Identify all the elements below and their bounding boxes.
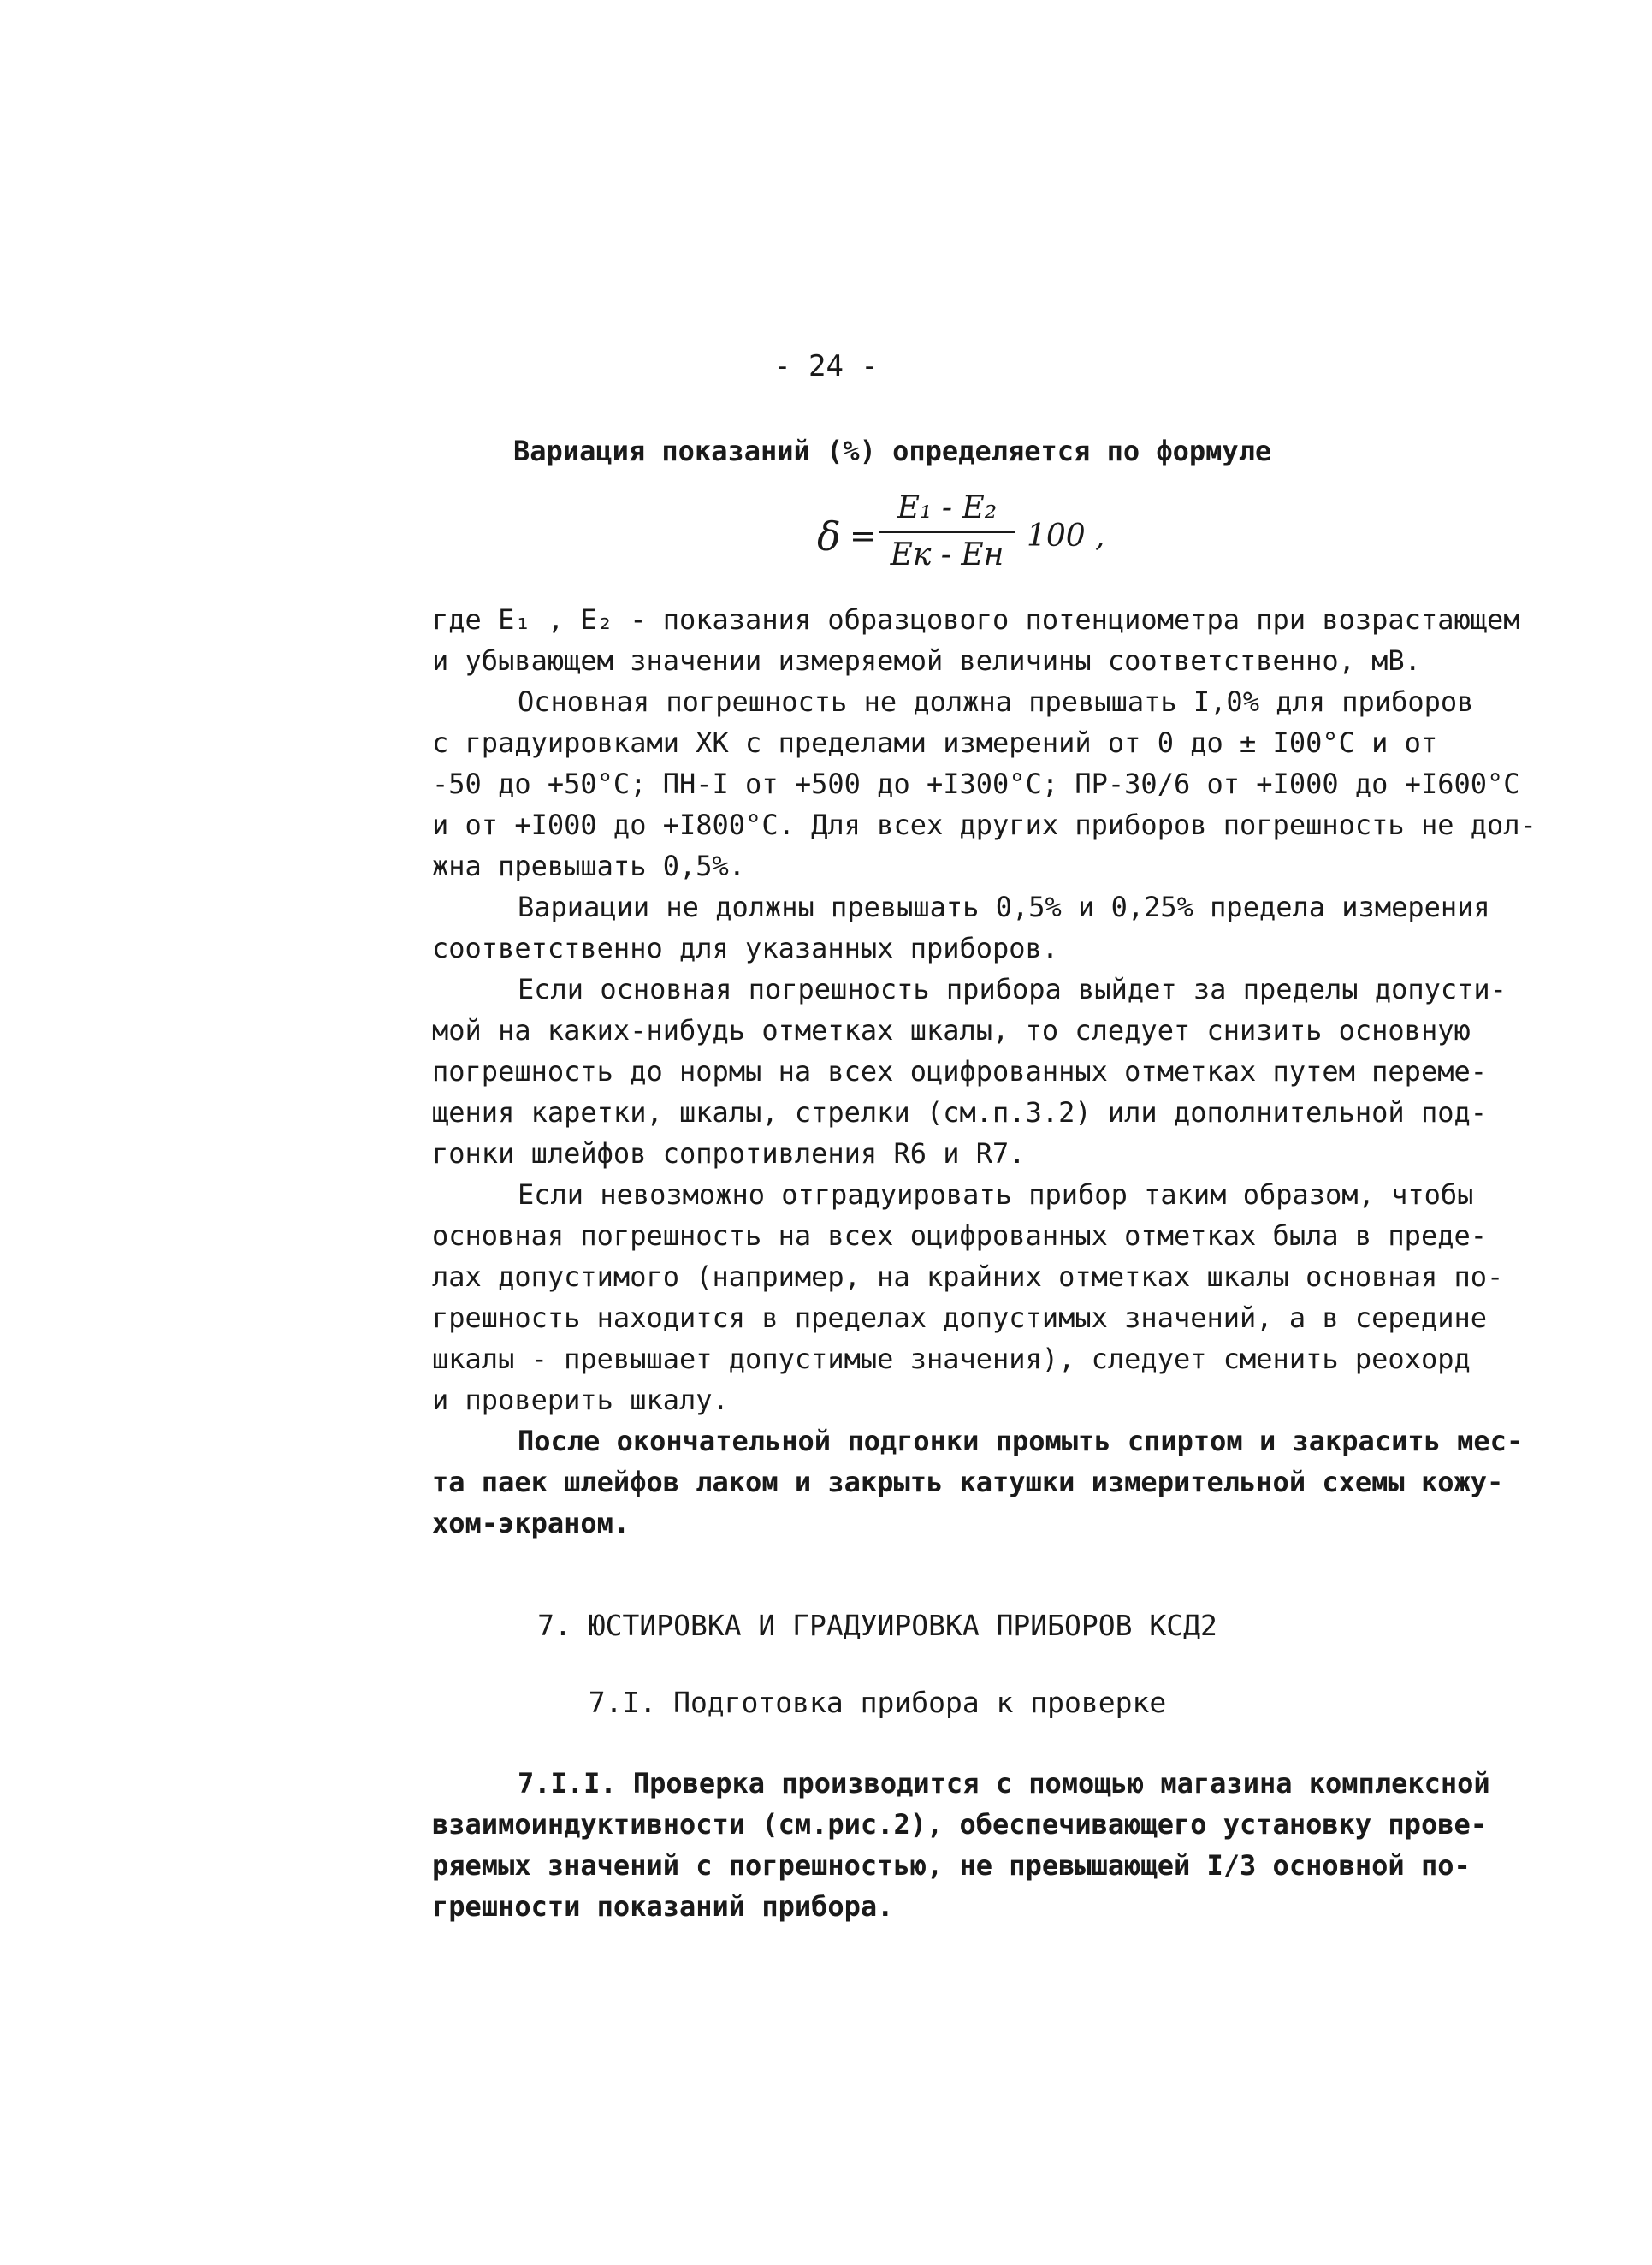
text-line: Вариации не должны превышать 0,5% и 0,25% предела измерения [518, 891, 1490, 923]
text-line: Основная погрешность не должна превышать I,0% для приборов [518, 685, 1474, 718]
formula-intro: Вариация показаний (%) определяется по формуле [513, 435, 1272, 467]
text-line: взаимоиндуктивности (см.рис.2), обеспечивающего установку прове- [432, 1808, 1487, 1841]
text-line: погрешность до нормы на всех оцифрованных отметках путем переме- [432, 1055, 1487, 1088]
text-line: -50 до +50°С; ПН-I от +500 до +I300°С; ПР-30/6 от +I000 до +I600°С [432, 768, 1520, 800]
text-line: Если основная погрешность прибора выйдет за пределы допусти- [518, 973, 1507, 1005]
body-text [432, 599, 1536, 1544]
paragraph-variations [432, 886, 1536, 969]
text-line: хом-экраном. [432, 1507, 631, 1539]
text-line: и убывающем значении измеряемой величины соответственно, мВ. [432, 644, 1421, 677]
paragraph-final [432, 1420, 1536, 1544]
formula-lhs: δ [817, 513, 841, 560]
text-line: и от +I000 до +I800°С. Для всех других приборов погрешность не дол- [432, 809, 1537, 841]
formula-fraction [879, 488, 1015, 576]
text-line: мой на каких-нибудь отметках шкалы, то следует снизить основную [432, 1014, 1471, 1047]
text-line: грешность находится в пределах допустимых значений, а в середине [432, 1301, 1487, 1334]
text-line: где E₁ , E₂ - показания образцового потенциометра при возрастающем [432, 603, 1520, 636]
variation-formula [817, 488, 1202, 590]
text-line: щения каретки, шкалы, стрелки (см.п.3.2) или дополнительной под- [432, 1096, 1487, 1129]
formula-denominator: Eк - Eн [890, 537, 1004, 572]
text-line: ряемых значений с погрешностью, не превышающей I/3 основной по- [432, 1849, 1471, 1882]
section-heading: 7. ЮСТИРОВКА И ГРАДУИРОВКА ПРИБОРОВ КСД2 [537, 1609, 1217, 1642]
formula-factor: 100 , [1027, 519, 1105, 554]
section-7-1-1 [432, 1763, 1536, 1927]
fraction-bar [879, 531, 1015, 533]
paragraph-7-1-1 [432, 1763, 1536, 1927]
paragraph-if-impossible [432, 1174, 1536, 1420]
text-line: соответственно для указанных приборов. [432, 932, 1059, 964]
text-line: та паек шлейфов лаком и закрыть катушки измерительной схемы кожу- [432, 1466, 1504, 1498]
page-number: - 24 - [773, 349, 879, 383]
text-line: лах допустимого (например, на крайних отметках шкалы основная по- [432, 1260, 1504, 1293]
subsection-heading: 7.I. Подготовка прибора к проверке [588, 1686, 1167, 1719]
text-line: жна превышать 0,5%. [432, 850, 746, 882]
text-line: и проверить шкалу. [432, 1384, 729, 1416]
paragraph-basic-error [432, 681, 1536, 886]
text-line: с градуировками ХК с пределами измерений от 0 до ± I00°С и от [432, 726, 1438, 759]
formula-numerator: E₁ - E₂ [897, 490, 998, 525]
text-line: 7.I.I. Проверка производится с помощью магазина комплексной [518, 1767, 1490, 1800]
text-line: основная погрешность на всех оцифрованных отметках была в преде- [432, 1219, 1487, 1252]
text-line: Если невозможно отградуировать прибор таким образом, чтобы [518, 1178, 1474, 1211]
text-line: шкалы - превышает допустимые значения), следует сменить реохорд [432, 1343, 1471, 1375]
paragraph-where [432, 599, 1536, 681]
text-line: грешности показаний прибора. [432, 1890, 894, 1923]
paragraph-if-exceeds [432, 969, 1536, 1174]
text-line: гонки шлейфов сопротивления R6 и R7. [432, 1137, 1026, 1170]
text-line: После окончательной подгонки промыть спиртом и закрасить мес- [518, 1425, 1524, 1457]
formula-eq: = [850, 517, 877, 554]
